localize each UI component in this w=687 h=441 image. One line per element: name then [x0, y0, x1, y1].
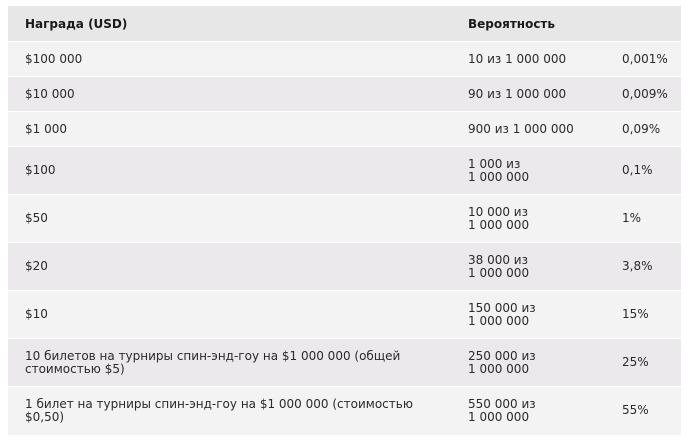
odds-line-1: 38 000 из [468, 252, 528, 267]
percent-cell: 0,009% [600, 77, 681, 112]
prize-cell: 1 билет на турниры спин-энд-гоу на $1 000 000 (стоимостью $0,50) [8, 387, 454, 435]
percent-cell: 3,8% [600, 243, 681, 291]
odds-cell [454, 42, 600, 77]
prize-cell: 10 билетов на турниры спин-энд-гоу на $1 000 000 (общей стоимостью $5) [8, 339, 454, 387]
odds-line-2: 1 000 000 [468, 313, 530, 328]
odds-line-1: 10 000 из [468, 204, 528, 219]
odds-line-1: 550 000 из [468, 396, 536, 411]
odds-line-2: 1 000 000 [468, 265, 530, 280]
odds-cell [454, 147, 600, 195]
table-row [8, 42, 681, 77]
odds-line-2: 1 000 000 [468, 409, 530, 424]
prize-cell: $100 [8, 147, 454, 195]
percent-cell: 1% [600, 195, 681, 243]
odds-cell [454, 387, 600, 435]
prize-cell: $50 [8, 195, 454, 243]
odds-cell [454, 243, 600, 291]
prize-cell: $1 000 [8, 112, 454, 147]
percent-cell: 55% [600, 387, 681, 435]
table-header-row [8, 6, 681, 42]
odds-cell [454, 339, 600, 387]
odds-line-1: 150 000 из [468, 300, 536, 315]
percent-cell: 25% [600, 339, 681, 387]
prize-cell: $10 [8, 291, 454, 339]
percent-cell: 0,001% [600, 42, 681, 77]
odds-text: 900 из 1 000 000 [468, 121, 574, 136]
table-row [8, 195, 681, 243]
table-row [8, 339, 681, 387]
table-row [8, 291, 681, 339]
prize-cell: $100 000 [8, 42, 454, 77]
prize-cell: $10 000 [8, 77, 454, 112]
table-row [8, 387, 681, 435]
percent-cell: 0,1% [600, 147, 681, 195]
odds-line-1: 250 000 из [468, 348, 536, 363]
table-row [8, 243, 681, 291]
odds-line-2: 1 000 000 [468, 361, 530, 376]
prize-table [8, 6, 681, 435]
table-row [8, 77, 681, 112]
percent-cell: 15% [600, 291, 681, 339]
table-row [8, 147, 681, 195]
odds-cell [454, 77, 600, 112]
header-prize: Награда (USD) [8, 6, 454, 42]
odds-cell [454, 195, 600, 243]
odds-cell [454, 112, 600, 147]
odds-text: 90 из 1 000 000 [468, 86, 567, 101]
odds-cell [454, 291, 600, 339]
odds-line-1: 1 000 из [468, 156, 521, 171]
odds-text: 10 из 1 000 000 [468, 51, 567, 66]
table-row [8, 112, 681, 147]
header-probability: Вероятность [454, 6, 681, 42]
odds-line-2: 1 000 000 [468, 217, 530, 232]
percent-cell: 0,09% [600, 112, 681, 147]
odds-line-2: 1 000 000 [468, 169, 530, 184]
prize-cell: $20 [8, 243, 454, 291]
